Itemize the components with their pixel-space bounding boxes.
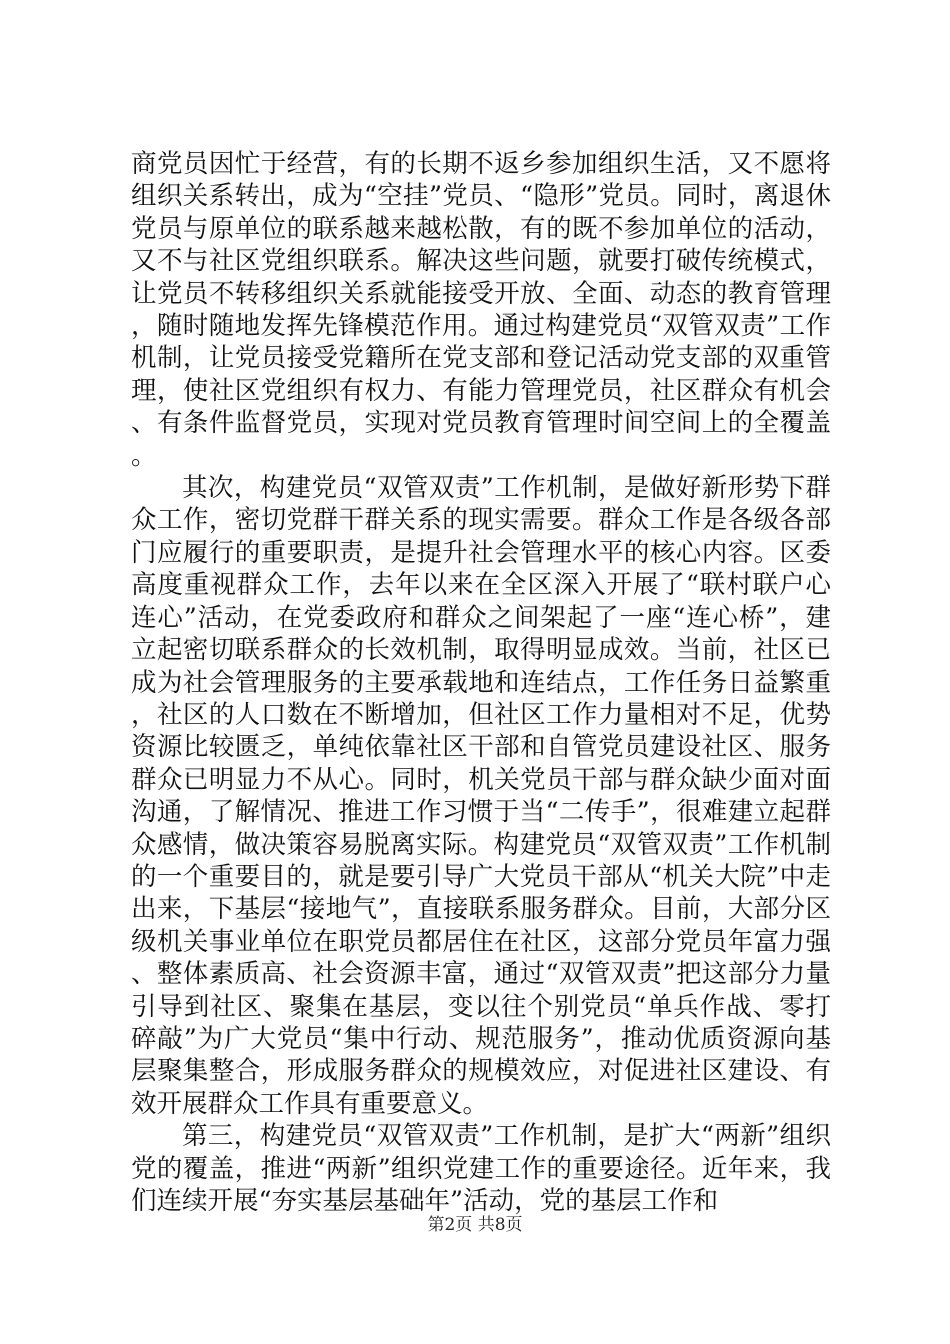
paragraph-third-point: 第三，构建党员“双管双责”工作机制，是扩大“两新”组织党的覆盖，推进“两新”组织党建工作的重要途径。近年来，我们连续开展“夯实基层基础年”活动，党的基层工作和 [131,1121,831,1216]
document-body [131,148,831,1217]
paragraph-continuation: 商党员因忙于经营，有的长期不返乡参加组织生活，又不愿将组织关系转出，成为“空挂”党员、“隐形”党员。同时，离退休党员与原单位的联系越来越松散，有的既不参加单位的活动，又不与社区党组织联系。解决这些问题，就要打破传统模式，让党员不转移组织关系就能接受开放、全面、动态的教育管理，随时随地发挥先锋模范作用。通过构建党员“双管双责”工作机制，让党员接受党籍所在党支部和登记活动党支部的双重管理，使社区党组织有权力、有能力管理党员，社区群众有机会、有条件监督党员，实现对党员教育管理时间空间上的全覆盖。 [131,149,831,471]
page-number-footer: 第2页 共8页 [427,1215,523,1235]
paragraph-second-point: 其次，构建党员“双管双责”工作机制，是做好新形势下群众工作，密切党群干群关系的现实需要。群众工作是各级各部门应履行的重要职责，是提升社会管理水平的核心内容。区委高度重视群众工作，去年以来在全区深入开展了“联村联户心连心”活动，在党委政府和群众之间架起了一座“连心桥”，建立起密切联系群众的长效机制，取得明显成效。当前，社区已成为社会管理服务的主要承载地和连结点，工作任务日益繁重，社区的人口数在不断增加，但社区工作力量相对不足，优势资源比较匮乏，单纯依靠社区干部和自管党员建设社区、服务群众已明显力不从心。同时，机关党员干部与群众缺少面对面沟通，了解情况、推进工作习惯于当“二传手”，很难建立起群众感情，做决策容易脱离实际。构建党员“双管双责”工作机制的一个重要目的，就是要引导广大党员干部从“机关大院”中走出来，下基层“接地气”，直接联系服务群众。目前，大部分区级机关事业单位在职党员都居住在社区，这部分党员年富力强、整体素质高、社会资源丰富，通过“双管双责”把这部分力量引导到社区、聚集在基层，变以往个别党员“单兵作战、零打碎敲”为广大党员“集中行动、规范服务”，推动优质资源向基层聚集整合，形成服务群众的规模效应，对促进社区建设、有效开展群众工作具有重要意义。 [131,473,831,1119]
